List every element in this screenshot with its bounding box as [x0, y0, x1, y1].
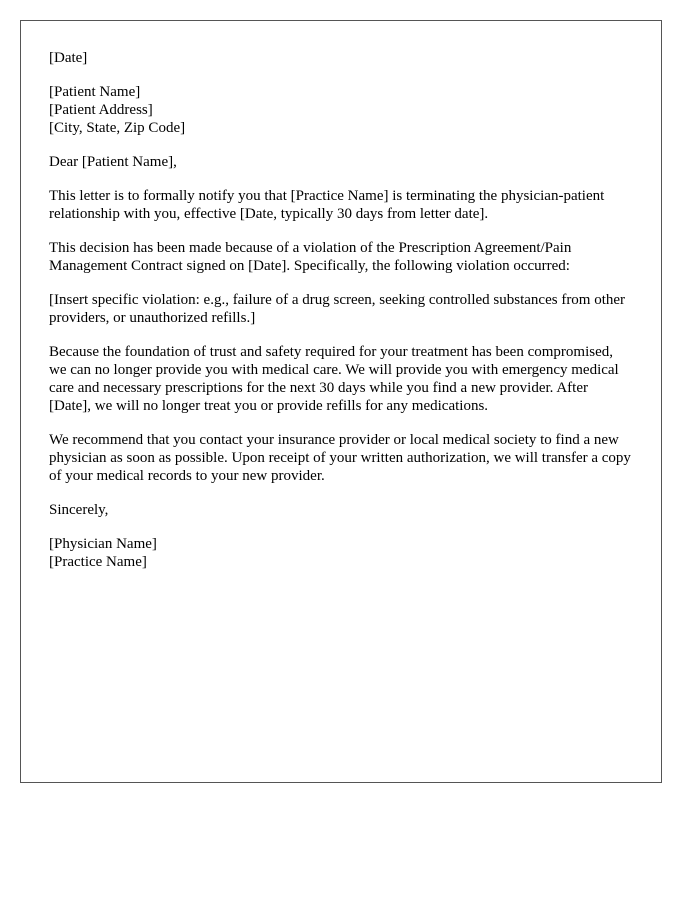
closing: Sincerely, — [49, 502, 109, 518]
practice-name: [Practice Name] — [49, 554, 147, 570]
recipient-address: [Patient Address] — [49, 102, 153, 118]
recipient-name: [Patient Name] — [49, 84, 141, 100]
body-paragraph-care: Because the foundation of trust and safety required for your treatment has been compromised, we can no longer provide you with medical care. We will provide you with emergency medical care and necessary prescriptions for the next 30 days while you find a new provider. After [Date], we will no longer treat you or provide refills for any medications. — [49, 344, 619, 414]
body-paragraph-reason: This decision has been made because of a violation of the Prescription Agreement/Pain Management Contract signed on [Date]. Specifically, the following violation occurred: — [49, 240, 572, 274]
body-paragraph-recommendation: We recommend that you contact your insurance provider or local medical society to find a new physician as soon as possible. Upon receipt of your written authorization, we will transfer a copy of your medical records to your new provider. — [49, 432, 631, 484]
recipient-address-block — [49, 83, 632, 137]
salutation: Dear [Patient Name], — [49, 154, 177, 170]
signature-block — [49, 535, 632, 571]
physician-name: [Physician Name] — [49, 536, 157, 552]
letter-date: [Date] — [49, 50, 88, 66]
body-paragraph-violation: [Insert specific violation: e.g., failure of a drug screen, seeking controlled substances from other providers, or unauthorized refills.] — [49, 292, 626, 326]
body-paragraph-notice: This letter is to formally notify you that [Practice Name] is terminating the physician-patient relationship with you, effective [Date, typically 30 days from letter date]. — [49, 188, 605, 222]
recipient-city-state-zip: [City, State, Zip Code] — [49, 120, 186, 136]
letter-page — [20, 20, 662, 783]
